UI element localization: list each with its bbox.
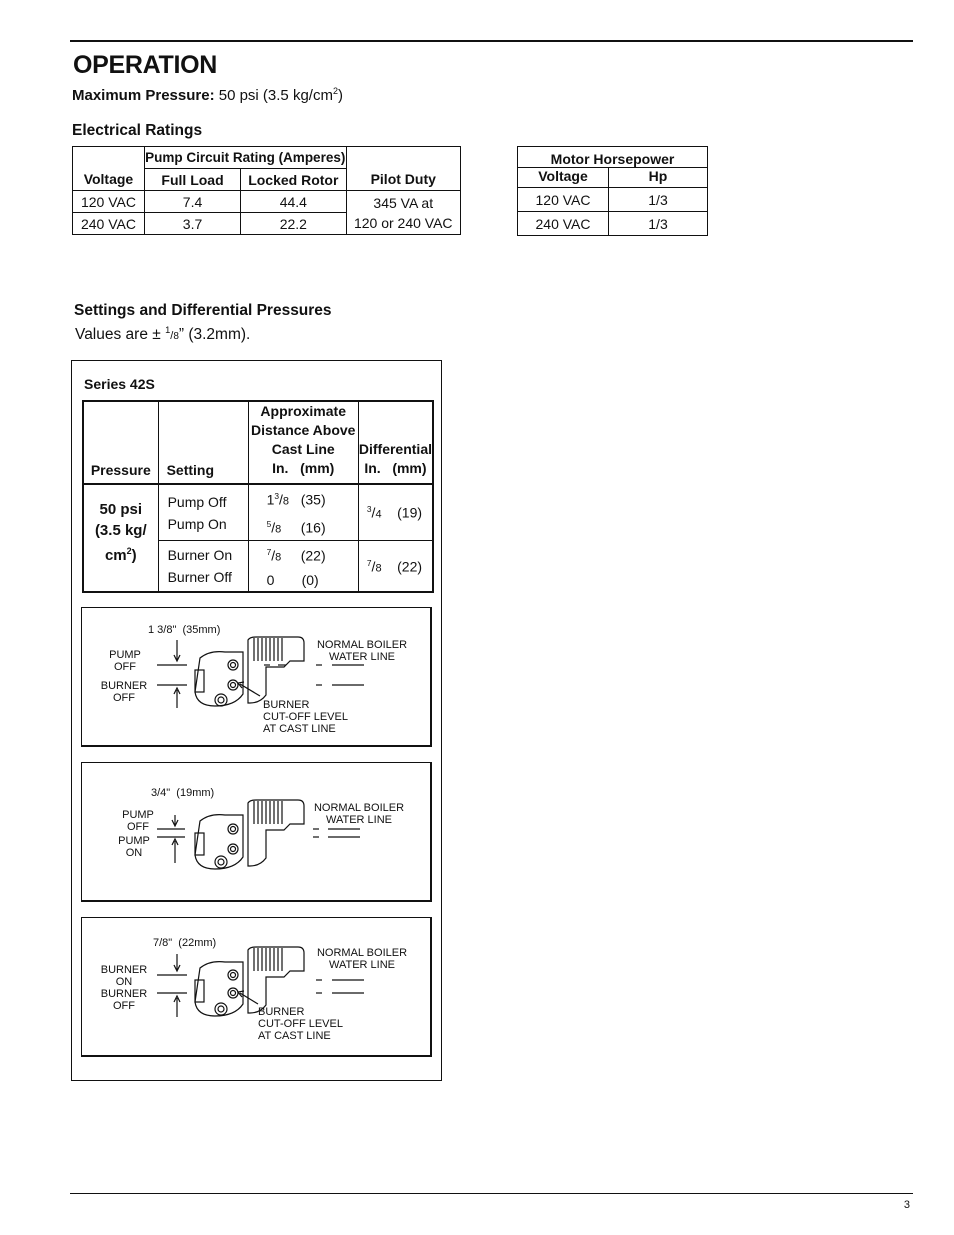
- col-full-load: Full Load: [144, 169, 240, 191]
- diagram3-upper-1: BURNER: [100, 964, 148, 976]
- diagram3-lower-2: OFF: [113, 1000, 135, 1012]
- distance-burner-off-mm: (0): [301, 571, 319, 588]
- diagram2-drawing: [82, 763, 430, 900]
- col-distance-1: Approximate: [260, 403, 346, 419]
- motor-col-voltage: Voltage: [518, 168, 609, 188]
- diagram2-upper-2: OFF: [127, 821, 149, 833]
- col-diff-2: In. (mm): [364, 460, 427, 476]
- diff-1-den: 4: [375, 508, 382, 521]
- diagram1-cut-2: CUT-OFF LEVEL: [263, 711, 348, 723]
- max-pressure: [72, 86, 343, 104]
- row1-voltage: 120 VAC: [73, 191, 145, 213]
- pilot-line-2: 120 or 240 VAC: [353, 214, 453, 231]
- motor-row2-hp: 1/3: [609, 212, 708, 236]
- diagram3-drawing: [82, 918, 430, 1055]
- row2-voltage: 240 VAC: [73, 213, 145, 235]
- pressure-line-2: (3.5 kg/: [94, 522, 147, 539]
- diagram1-water-2: WATER LINE: [328, 651, 395, 663]
- diagram1-lower-2: OFF: [113, 692, 135, 704]
- col-differential: [358, 401, 433, 484]
- distance-pump-off-mm: (35): [300, 491, 326, 508]
- setting-burner-on: Burner On: [167, 547, 233, 564]
- diagram2-dimension: 3/4" (19mm): [151, 787, 215, 799]
- distance-pump-off: $1^3/8$ (35): [266, 491, 326, 508]
- electrical-heading: Electrical Ratings: [72, 122, 203, 139]
- distance-burner-on-den: 8: [275, 551, 282, 564]
- pressure-line-3-close: ): [131, 547, 137, 564]
- distance-burner-off: [267, 569, 358, 591]
- col-distance-2: Distance Above: [250, 422, 356, 438]
- col-pilot: Pilot Duty: [346, 147, 461, 191]
- diagram1-drawing: [82, 608, 430, 745]
- diagram1-cut-3: AT CAST LINE: [263, 723, 336, 735]
- col-pressure: Pressure: [83, 401, 158, 484]
- motor-row1-voltage: 120 VAC: [518, 188, 609, 212]
- col-pump-group: Pump Circuit Rating (Amperes): [144, 147, 346, 169]
- top-rule: [70, 40, 913, 42]
- col-distance-3: Cast Line: [271, 441, 335, 457]
- distance-burner-on-num: 7: [266, 547, 272, 558]
- max-pressure-sup: 2: [332, 86, 338, 96]
- diagram2-water-1: NORMAL BOILER: [313, 802, 405, 814]
- distance-group-2: [248, 541, 358, 592]
- diagram1-dimension: 1 3/8" (35mm): [148, 624, 221, 636]
- row1-locked-rotor: 44.4: [241, 191, 346, 213]
- diff-2-num: 7: [366, 557, 372, 568]
- diagram3-cut-2: CUT-OFF LEVEL: [258, 1018, 343, 1030]
- col-distance-4: In. (mm): [272, 460, 335, 476]
- diff-2-mm: (22): [397, 558, 423, 575]
- diagram3-upper-2: ON: [115, 976, 133, 988]
- distance-burner-off-whole: 0: [266, 571, 275, 588]
- setting-pump-on: Pump On: [167, 515, 227, 532]
- page-title: OPERATION: [73, 51, 218, 79]
- col-distance: [248, 401, 358, 484]
- diagram3-water-2: WATER LINE: [328, 959, 395, 971]
- diagram3-dimension: 7/8" (22mm): [153, 937, 217, 949]
- values-note-rest: ” (3.2mm).: [178, 326, 251, 344]
- motor-heading: Motor Horsepower: [518, 147, 708, 168]
- values-note-num: 1: [165, 325, 171, 335]
- distance-pump-off-whole: 1: [266, 491, 275, 508]
- distance-pump-on-den: 8: [275, 523, 282, 536]
- electrical-table: [72, 146, 461, 235]
- diagram1-upper-1: PUMP: [109, 649, 141, 661]
- row2-locked-rotor: 22.2: [241, 213, 346, 235]
- distance-burner-on: $^7$/8 (22): [266, 547, 326, 564]
- settings-group-2: [158, 541, 248, 592]
- settings-group-1: [158, 484, 248, 541]
- diagram2-upper-1: PUMP: [122, 809, 154, 821]
- diagram3-cut-1: BURNER: [258, 1006, 305, 1018]
- diagram1-water-1: NORMAL BOILER: [316, 639, 408, 651]
- diagram3-water-1: NORMAL BOILER: [316, 947, 408, 959]
- pressure-line-3-sup: 2: [126, 546, 132, 556]
- pilot-duty-value: [346, 191, 461, 235]
- setting-burner-off: Burner Off: [167, 569, 232, 586]
- row2-full-load: 3.7: [144, 213, 240, 235]
- diagram-pump-differential: [81, 762, 432, 902]
- settings-heading: Settings and Differential Pressures: [74, 302, 332, 319]
- motor-row2-voltage: 240 VAC: [518, 212, 609, 236]
- diagram2-lower-2: ON: [125, 847, 143, 859]
- diagram3-lower-1: BURNER: [100, 988, 148, 1000]
- pressure-cell: [83, 484, 158, 592]
- values-note-text: Values are ±: [75, 326, 166, 344]
- row1-full-load: 7.4: [144, 191, 240, 213]
- distance-pump-on-mm: (16): [300, 519, 326, 536]
- pressure-line-3-text: cm: [104, 547, 127, 564]
- diagram3-cut-3: AT CAST LINE: [258, 1030, 331, 1042]
- motor-row1-hp: 1/3: [609, 188, 708, 212]
- max-pressure-value: 50 psi (3.5 kg/cm: [218, 87, 333, 104]
- diagram2-lower-1: PUMP: [118, 835, 150, 847]
- max-pressure-label: Maximum Pressure:: [72, 87, 215, 104]
- distance-pump-on: $^5$/8 (16): [266, 518, 326, 536]
- distance-burner-on-mm: (22): [300, 547, 326, 564]
- diff-1: $^3$/4 (19): [358, 484, 433, 541]
- distance-pump-off-num: 3: [274, 491, 280, 501]
- series-title: Series 42S: [84, 376, 155, 392]
- diagram-pump-burner: [81, 607, 432, 747]
- bottom-rule: [70, 1193, 913, 1194]
- diff-1-mm: (19): [397, 504, 423, 521]
- page-number: 3: [903, 1199, 910, 1211]
- max-pressure-close: ): [337, 87, 343, 104]
- col-setting: Setting: [158, 401, 248, 484]
- pilot-line-1: 345 VA at: [373, 194, 434, 211]
- distance-pump-on-num: 5: [266, 518, 272, 529]
- col-diff-1: Differential: [358, 441, 432, 457]
- col-voltage: Voltage: [73, 147, 145, 191]
- diagram1-cut-1: BURNER: [263, 699, 310, 711]
- diagram1-upper-2: OFF: [114, 661, 136, 673]
- values-note-den: 8: [173, 331, 179, 343]
- setting-pump-off: Pump Off: [167, 493, 227, 510]
- diagram-burner-differential: [81, 917, 432, 1057]
- settings-table: [82, 400, 434, 593]
- motor-col-hp: Hp: [609, 168, 708, 188]
- pressure-line-3: [84, 541, 158, 566]
- diff-1-num: 3: [366, 504, 372, 515]
- diagram1-lower-1: BURNER: [100, 680, 148, 692]
- distance-group-1: [248, 484, 358, 541]
- motor-table: [517, 146, 708, 236]
- diagram2-water-2: WATER LINE: [325, 814, 392, 826]
- values-note: Values are ± $^1$/8” (3.2mm).: [75, 325, 251, 344]
- col-locked-rotor: Locked Rotor: [241, 169, 346, 191]
- diff-2-den: 8: [375, 562, 382, 575]
- pressure-line-1: 50 psi: [99, 501, 143, 518]
- diff-2: $^7$/8 (22): [358, 541, 433, 592]
- distance-pump-off-den: 8: [282, 495, 290, 508]
